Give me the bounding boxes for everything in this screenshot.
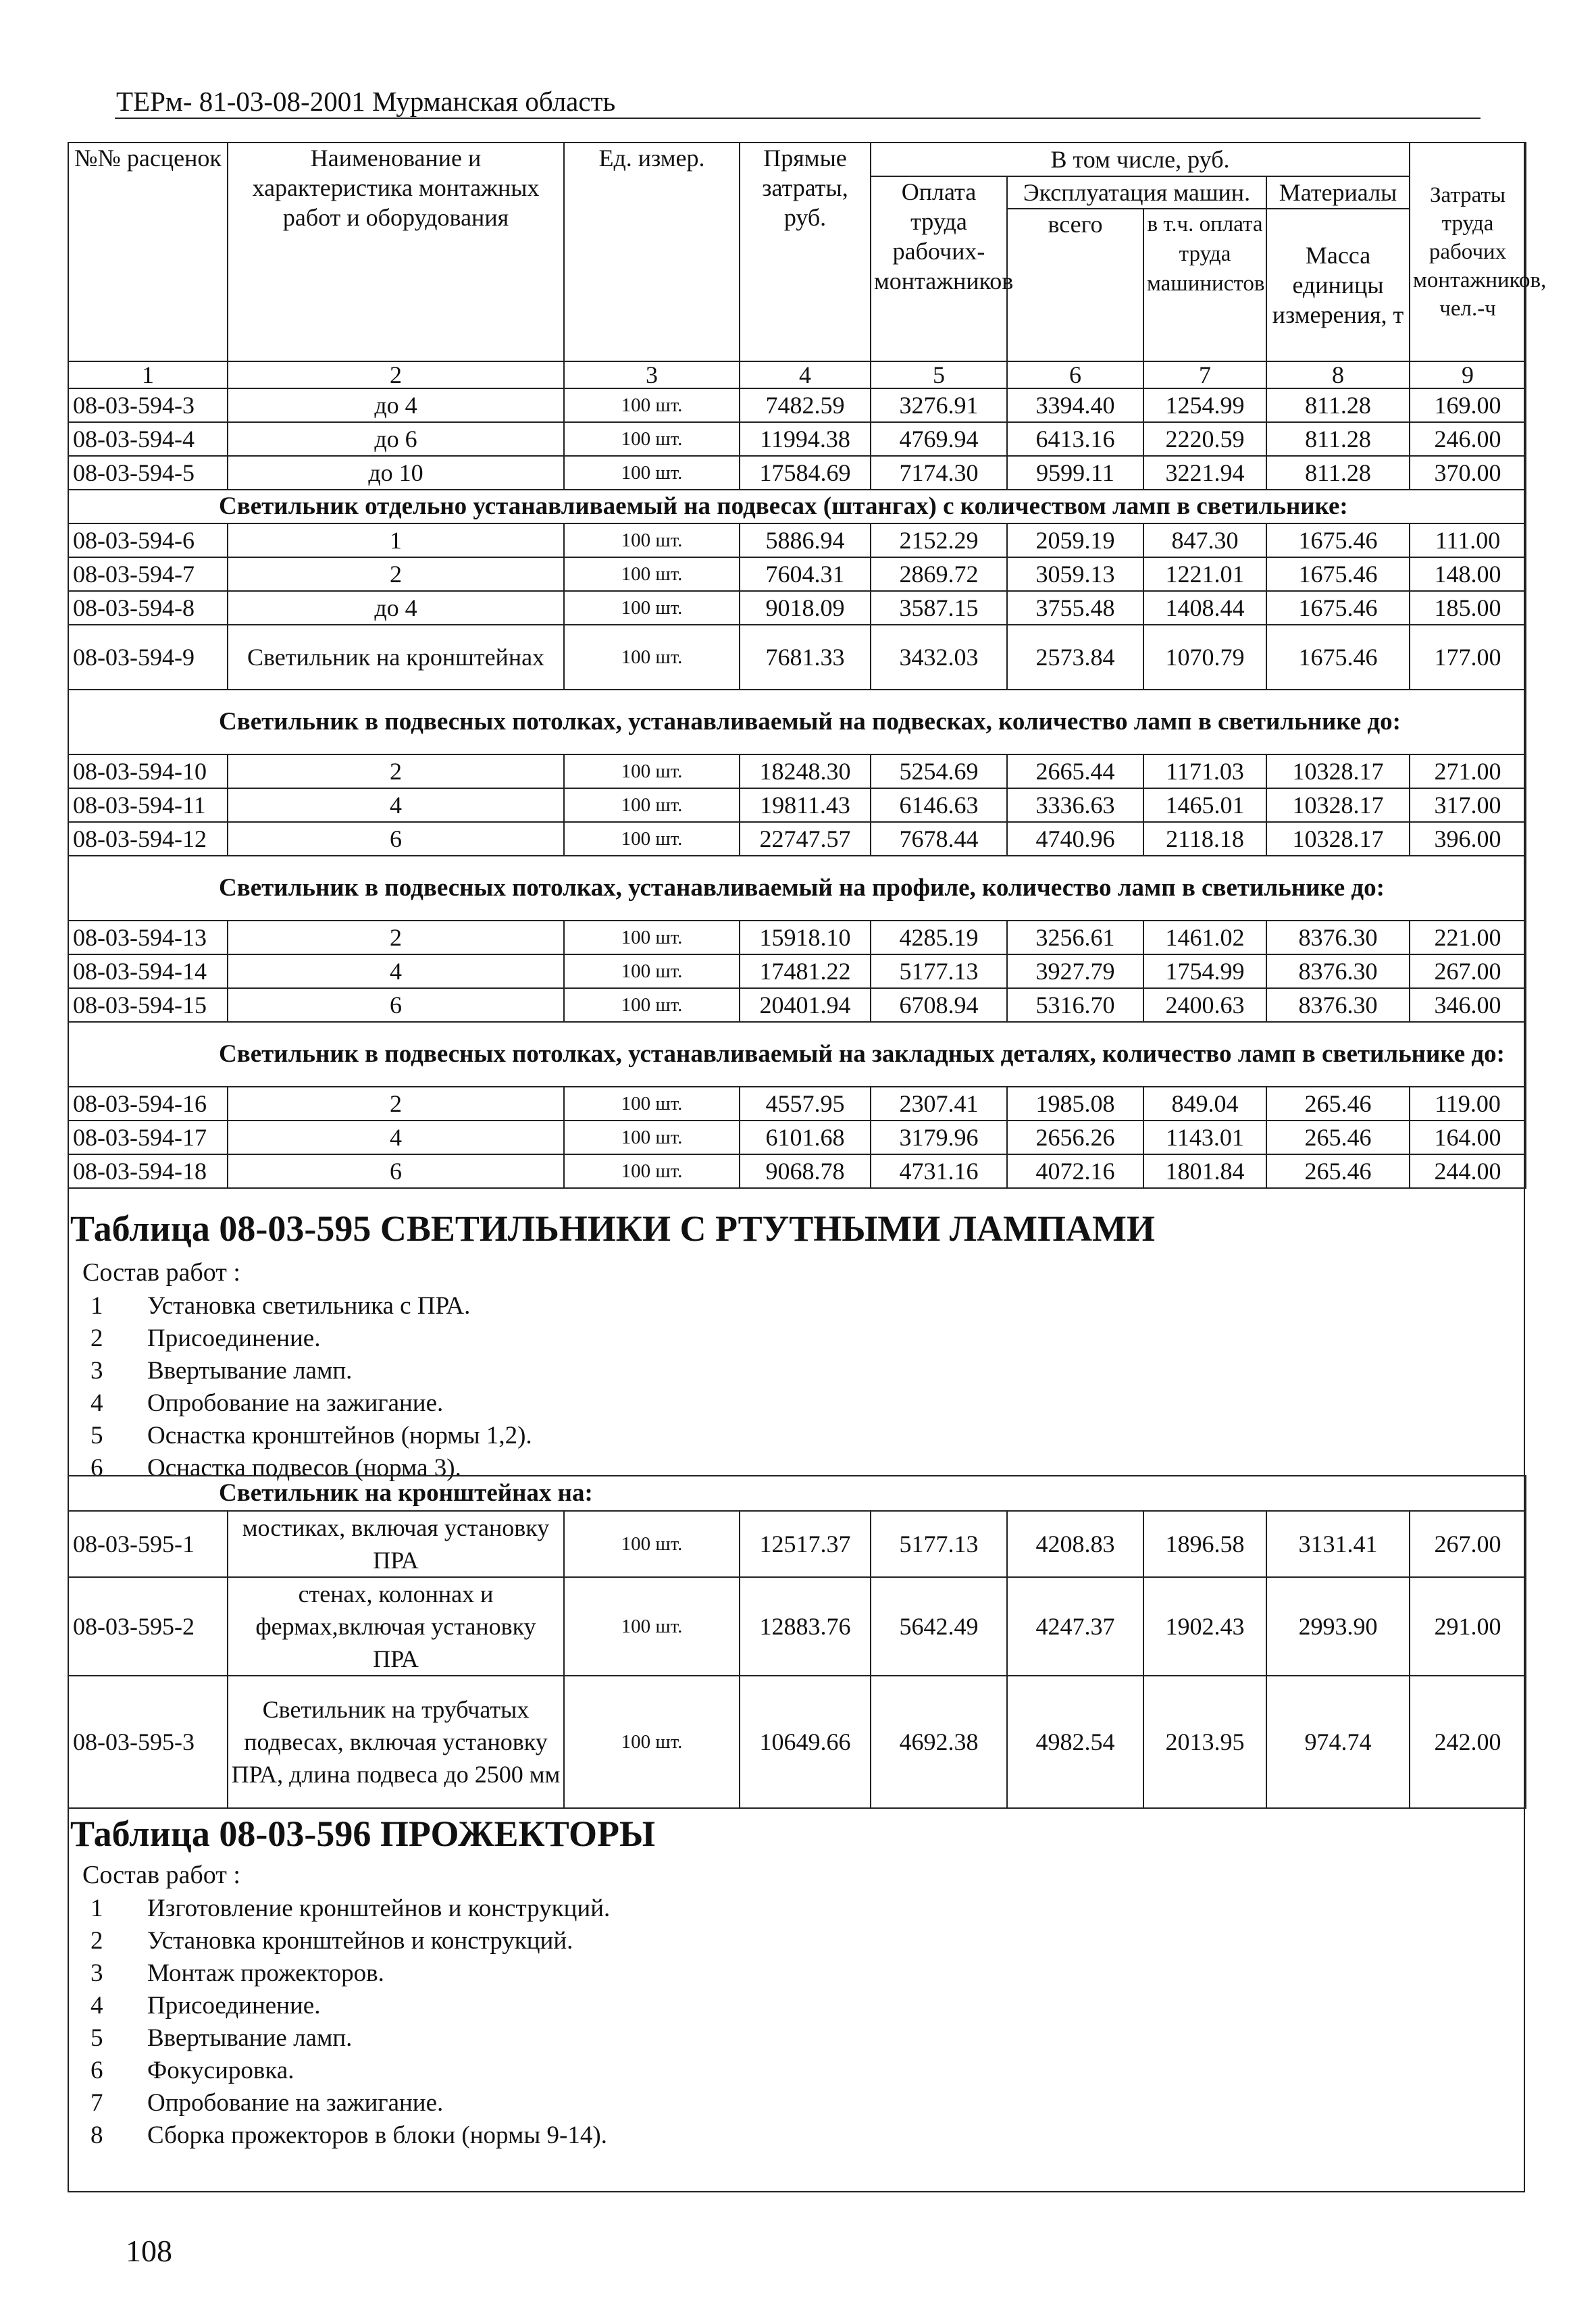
- machines-total: 2059.19: [1007, 523, 1143, 557]
- table-row: [68, 591, 1526, 625]
- unit-mass: 811.28: [1266, 422, 1410, 456]
- rate-name: 6: [228, 988, 564, 1022]
- works-title-595: Состав работ :: [82, 1258, 240, 1287]
- table-row: [68, 1577, 1526, 1676]
- section-heading: Светильник в подвесных потолках, устанавливаемый на профиле, количество ламп в светильнике до:: [68, 856, 1526, 921]
- header-labor: Затраты труда рабочих монтажников, чел.-ч: [1410, 143, 1526, 361]
- unit-mass: 265.46: [1266, 1154, 1410, 1188]
- machines-total: 2573.84: [1007, 625, 1143, 690]
- direct-cost: 10649.66: [740, 1676, 871, 1808]
- machines-total: 3927.79: [1007, 954, 1143, 988]
- table-row: [68, 988, 1526, 1022]
- rows-group-c: [68, 754, 1526, 856]
- unit-mass: 10328.17: [1266, 788, 1410, 822]
- labor-hours: 396.00: [1410, 822, 1526, 856]
- rate-name: 1: [228, 523, 564, 557]
- table-row: [68, 1087, 1526, 1121]
- direct-cost: 7604.31: [740, 557, 871, 591]
- rate-unit: 100 шт.: [564, 921, 740, 954]
- table-row: [68, 422, 1526, 456]
- direct-cost: 9018.09: [740, 591, 871, 625]
- machinists-pay: 2220.59: [1143, 422, 1266, 456]
- col-number: 7: [1143, 361, 1266, 388]
- table-row: [68, 1511, 1526, 1577]
- machines-total: 4072.16: [1007, 1154, 1143, 1188]
- rate-code: 08-03-594-12: [68, 822, 228, 856]
- work-item: 1 Изготовление кронштейнов и конструкций.: [91, 1895, 611, 1922]
- header-materials: Материалы: [1266, 176, 1410, 209]
- rate-code: 08-03-594-13: [68, 921, 228, 954]
- machinists-pay: 2013.95: [1143, 1676, 1266, 1808]
- table-row: [68, 625, 1526, 690]
- header-rule: [115, 118, 1481, 119]
- machines-total: 3256.61: [1007, 921, 1143, 954]
- labor-hours: 177.00: [1410, 625, 1526, 690]
- table-title-595: Таблица 08-03-595 СВЕТИЛЬНИКИ С РТУТНЫМИ ЛАМПАМИ: [70, 1208, 1155, 1249]
- header-direct: Прямые затраты, руб.: [740, 143, 871, 361]
- unit-mass: 1675.46: [1266, 557, 1410, 591]
- rate-code: 08-03-594-11: [68, 788, 228, 822]
- machinists-pay: 1801.84: [1143, 1154, 1266, 1188]
- section-row-d: [68, 856, 1526, 921]
- header-mass: Масса единицы измерения, т: [1266, 209, 1410, 361]
- labor-pay: 7174.30: [871, 456, 1007, 490]
- rate-name: 6: [228, 822, 564, 856]
- work-item: 8 Сборка прожекторов в блоки (нормы 9-14).: [91, 2122, 607, 2149]
- unit-mass: 1675.46: [1266, 523, 1410, 557]
- rate-name: 2: [228, 921, 564, 954]
- machines-total: 3059.13: [1007, 557, 1143, 591]
- direct-cost: 18248.30: [740, 754, 871, 788]
- labor-pay: 4769.94: [871, 422, 1007, 456]
- rate-name: до 10: [228, 456, 564, 490]
- labor-hours: 242.00: [1410, 1676, 1526, 1808]
- section-heading: Светильник в подвесных потолках, устанавливаемый на подвесках, количество ламп в светильнике до:: [68, 690, 1526, 754]
- rate-code: 08-03-594-3: [68, 388, 228, 422]
- rate-unit: 100 шт.: [564, 788, 740, 822]
- machines-total: 3755.48: [1007, 591, 1143, 625]
- rate-name: 4: [228, 954, 564, 988]
- machines-total: 4740.96: [1007, 822, 1143, 856]
- machines-total: 1985.08: [1007, 1087, 1143, 1121]
- direct-cost: 7681.33: [740, 625, 871, 690]
- work-item: 3 Монтаж прожекторов.: [91, 1959, 384, 1987]
- rate-unit: 100 шт.: [564, 388, 740, 422]
- labor-hours: 291.00: [1410, 1577, 1526, 1676]
- machinists-pay: 1461.02: [1143, 921, 1266, 954]
- rate-unit: 100 шт.: [564, 1511, 740, 1577]
- work-item: 6 Фокусировка.: [91, 2057, 294, 2084]
- direct-cost: 17584.69: [740, 456, 871, 490]
- rate-name: 2: [228, 557, 564, 591]
- machines-total: 6413.16: [1007, 422, 1143, 456]
- labor-hours: 317.00: [1410, 788, 1526, 822]
- col-number: 2: [228, 361, 564, 388]
- machines-total: 2665.44: [1007, 754, 1143, 788]
- table-row: [68, 388, 1526, 422]
- rate-name: 4: [228, 1121, 564, 1154]
- rate-code: 08-03-594-18: [68, 1154, 228, 1188]
- labor-pay: 2307.41: [871, 1087, 1007, 1121]
- work-item: 2 Присоединение.: [91, 1325, 321, 1352]
- unit-mass: 10328.17: [1266, 754, 1410, 788]
- labor-pay: 5254.69: [871, 754, 1007, 788]
- machines-total: 3394.40: [1007, 388, 1143, 422]
- rates-table-594: [68, 142, 1547, 1189]
- machinists-pay: 1408.44: [1143, 591, 1266, 625]
- direct-cost: 12883.76: [740, 1577, 871, 1676]
- unit-mass: 8376.30: [1266, 988, 1410, 1022]
- labor-pay: 3179.96: [871, 1121, 1007, 1154]
- rate-name: Светильник на кронштейнах: [228, 625, 564, 690]
- machines-total: 4247.37: [1007, 1577, 1143, 1676]
- rate-name: 2: [228, 754, 564, 788]
- labor-hours: 370.00: [1410, 456, 1526, 490]
- rate-unit: 100 шт.: [564, 822, 740, 856]
- rate-name: 4: [228, 788, 564, 822]
- machinists-pay: 1143.01: [1143, 1121, 1266, 1154]
- unit-mass: 811.28: [1266, 456, 1410, 490]
- labor-hours: 185.00: [1410, 591, 1526, 625]
- section-row-595: [68, 1476, 1526, 1511]
- rate-name: 2: [228, 1087, 564, 1121]
- rate-code: 08-03-594-17: [68, 1121, 228, 1154]
- table-title-596: Таблица 08-03-596 ПРОЖЕКТОРЫ: [70, 1814, 656, 1854]
- unit-mass: 811.28: [1266, 388, 1410, 422]
- labor-hours: 221.00: [1410, 921, 1526, 954]
- table-row: [68, 754, 1526, 788]
- machines-total: 5316.70: [1007, 988, 1143, 1022]
- machinists-pay: 1754.99: [1143, 954, 1266, 988]
- work-item: 1 Установка светильника с ПРА.: [91, 1292, 471, 1320]
- rate-code: 08-03-594-10: [68, 754, 228, 788]
- machines-total: 3336.63: [1007, 788, 1143, 822]
- labor-hours: 119.00: [1410, 1087, 1526, 1121]
- machinists-pay: 1254.99: [1143, 388, 1266, 422]
- machinists-pay: 1902.43: [1143, 1577, 1266, 1676]
- machines-total: 4208.83: [1007, 1511, 1143, 1577]
- unit-mass: 265.46: [1266, 1121, 1410, 1154]
- labor-pay: 6146.63: [871, 788, 1007, 822]
- labor-pay: 2152.29: [871, 523, 1007, 557]
- rate-name: до 4: [228, 388, 564, 422]
- table-row: [68, 557, 1526, 591]
- rate-code: 08-03-595-2: [68, 1577, 228, 1676]
- col-number: 9: [1410, 361, 1526, 388]
- direct-cost: 20401.94: [740, 988, 871, 1022]
- direct-cost: 5886.94: [740, 523, 871, 557]
- labor-hours: 244.00: [1410, 1154, 1526, 1188]
- work-item: 3 Ввертывание ламп.: [91, 1357, 353, 1385]
- running-header: ТЕРм- 81-03-08-2001 Мурманская область: [116, 86, 616, 117]
- section-heading: Светильник в подвесных потолках, устанавливаемый на закладных деталях, количество ламп в светильнике до:: [68, 1022, 1526, 1087]
- header-code: №№ расценок: [68, 143, 228, 361]
- header-incl: В том числе, руб.: [871, 143, 1410, 176]
- rows-group-a: [68, 388, 1526, 490]
- unit-mass: 2993.90: [1266, 1577, 1410, 1676]
- col-number: 1: [68, 361, 228, 388]
- direct-cost: 12517.37: [740, 1511, 871, 1577]
- rate-name: стенах, колоннах и фермах,включая установку ПРА: [228, 1577, 564, 1676]
- unit-mass: 974.74: [1266, 1676, 1410, 1808]
- labor-pay: 3587.15: [871, 591, 1007, 625]
- work-item: 2 Установка кронштейнов и конструкций.: [91, 1927, 573, 1955]
- rate-unit: 100 шт.: [564, 591, 740, 625]
- labor-pay: 7678.44: [871, 822, 1007, 856]
- table-row: [68, 921, 1526, 954]
- works-title-596: Состав работ :: [82, 1861, 240, 1889]
- rate-name: Светильник на трубчатых подвесах, включая установку ПРА, длина подвеса до 2500 мм: [228, 1676, 564, 1808]
- machines-total: 4982.54: [1007, 1676, 1143, 1808]
- machinists-pay: 1070.79: [1143, 625, 1266, 690]
- rows-group-b: [68, 523, 1526, 690]
- header-machinists-pay: в т.ч. оплата труда машинистов: [1143, 209, 1266, 361]
- machinists-pay: 1896.58: [1143, 1511, 1266, 1577]
- rate-code: 08-03-594-6: [68, 523, 228, 557]
- direct-cost: 22747.57: [740, 822, 871, 856]
- direct-cost: 17481.22: [740, 954, 871, 988]
- labor-pay: 4692.38: [871, 1676, 1007, 1808]
- section-heading: Светильник отдельно устанавливаемый на подвесах (штангах) с количеством ламп в светильнике:: [68, 490, 1526, 523]
- rate-code: 08-03-594-4: [68, 422, 228, 456]
- rate-unit: 100 шт.: [564, 557, 740, 591]
- labor-pay: 5177.13: [871, 954, 1007, 988]
- labor-hours: 267.00: [1410, 954, 1526, 988]
- direct-cost: 11994.38: [740, 422, 871, 456]
- rows-group-595: [68, 1511, 1526, 1808]
- rate-unit: 100 шт.: [564, 988, 740, 1022]
- rate-name: до 4: [228, 591, 564, 625]
- table-header: [68, 143, 1547, 388]
- unit-mass: 8376.30: [1266, 954, 1410, 988]
- work-item: 4 Опробование на зажигание.: [91, 1389, 444, 1417]
- labor-hours: 164.00: [1410, 1121, 1526, 1154]
- header-machines-total: всего: [1007, 209, 1143, 361]
- rate-unit: 100 шт.: [564, 954, 740, 988]
- rate-unit: 100 шт.: [564, 625, 740, 690]
- unit-mass: 1675.46: [1266, 625, 1410, 690]
- labor-hours: 271.00: [1410, 754, 1526, 788]
- rate-unit: 100 шт.: [564, 523, 740, 557]
- table-row: [68, 954, 1526, 988]
- direct-cost: 4557.95: [740, 1087, 871, 1121]
- labor-pay: 5642.49: [871, 1577, 1007, 1676]
- rows-group-e: [68, 1087, 1526, 1188]
- rate-name: до 6: [228, 422, 564, 456]
- section-row-c: [68, 690, 1526, 754]
- rate-code: 08-03-594-8: [68, 591, 228, 625]
- rates-table-595: [68, 1475, 1526, 1809]
- direct-cost: 6101.68: [740, 1121, 871, 1154]
- machinists-pay: 3221.94: [1143, 456, 1266, 490]
- rate-code: 08-03-594-5: [68, 456, 228, 490]
- labor-pay: 6708.94: [871, 988, 1007, 1022]
- table-row: [68, 822, 1526, 856]
- header-unit: Ед. измер.: [564, 143, 740, 361]
- labor-hours: 246.00: [1410, 422, 1526, 456]
- table-row: [68, 788, 1526, 822]
- labor-pay: 4731.16: [871, 1154, 1007, 1188]
- machinists-pay: 2118.18: [1143, 822, 1266, 856]
- table-row: [68, 1676, 1526, 1808]
- direct-cost: 19811.43: [740, 788, 871, 822]
- direct-cost: 9068.78: [740, 1154, 871, 1188]
- rate-unit: 100 шт.: [564, 456, 740, 490]
- header-machines: Эксплуатация машин.: [1007, 176, 1266, 209]
- unit-mass: 3131.41: [1266, 1511, 1410, 1577]
- col-number: 8: [1266, 361, 1410, 388]
- unit-mass: 265.46: [1266, 1087, 1410, 1121]
- work-item: 4 Присоединение.: [91, 1992, 321, 2020]
- work-item: 5 Ввертывание ламп.: [91, 2024, 353, 2052]
- labor-pay: 5177.13: [871, 1511, 1007, 1577]
- rate-unit: 100 шт.: [564, 1154, 740, 1188]
- rate-unit: 100 шт.: [564, 1121, 740, 1154]
- machinists-pay: 849.04: [1143, 1087, 1266, 1121]
- col-number: 3: [564, 361, 740, 388]
- unit-mass: 8376.30: [1266, 921, 1410, 954]
- rate-name: 6: [228, 1154, 564, 1188]
- labor-pay: 4285.19: [871, 921, 1007, 954]
- rate-code: 08-03-594-14: [68, 954, 228, 988]
- rows-group-d: [68, 921, 1526, 1022]
- unit-mass: 1675.46: [1266, 591, 1410, 625]
- machinists-pay: 1171.03: [1143, 754, 1266, 788]
- section-heading: Светильник на кронштейнах на:: [68, 1476, 1526, 1511]
- direct-cost: 7482.59: [740, 388, 871, 422]
- rate-code: 08-03-594-15: [68, 988, 228, 1022]
- labor-pay: 3276.91: [871, 388, 1007, 422]
- rate-code: 08-03-595-1: [68, 1511, 228, 1577]
- labor-hours: 148.00: [1410, 557, 1526, 591]
- machines-total: 2656.26: [1007, 1121, 1143, 1154]
- page-number: 108: [126, 2234, 172, 2268]
- rate-unit: 100 шт.: [564, 1676, 740, 1808]
- section-row-b: [68, 490, 1526, 523]
- labor-pay: 2869.72: [871, 557, 1007, 591]
- rate-unit: 100 шт.: [564, 1577, 740, 1676]
- machinists-pay: 2400.63: [1143, 988, 1266, 1022]
- direct-cost: 15918.10: [740, 921, 871, 954]
- machines-total: 9599.11: [1007, 456, 1143, 490]
- table-row: [68, 456, 1526, 490]
- machinists-pay: 1465.01: [1143, 788, 1266, 822]
- col-number: 5: [871, 361, 1007, 388]
- machinists-pay: 847.30: [1143, 523, 1266, 557]
- col-number: 4: [740, 361, 871, 388]
- machinists-pay: 1221.01: [1143, 557, 1266, 591]
- labor-pay: 3432.03: [871, 625, 1007, 690]
- header-name: Наименование и характеристика монтажных работ и оборудования: [228, 143, 564, 361]
- rate-code: 08-03-594-7: [68, 557, 228, 591]
- rate-unit: 100 шт.: [564, 1087, 740, 1121]
- rate-name: мостиках, включая установку ПРА: [228, 1511, 564, 1577]
- header-labor-pay: Оплата труда рабочих-монтажников: [871, 176, 1007, 361]
- labor-hours: 267.00: [1410, 1511, 1526, 1577]
- labor-hours: 111.00: [1410, 523, 1526, 557]
- labor-hours: 346.00: [1410, 988, 1526, 1022]
- section-row-e: [68, 1022, 1526, 1087]
- work-item: 7 Опробование на зажигание.: [91, 2089, 444, 2117]
- rate-code: 08-03-594-9: [68, 625, 228, 690]
- unit-mass: 10328.17: [1266, 822, 1410, 856]
- labor-hours: 169.00: [1410, 388, 1526, 422]
- rate-unit: 100 шт.: [564, 754, 740, 788]
- rate-code: 08-03-594-16: [68, 1087, 228, 1121]
- table-row: [68, 1154, 1526, 1188]
- rate-code: 08-03-595-3: [68, 1676, 228, 1808]
- rate-unit: 100 шт.: [564, 422, 740, 456]
- work-item: 5 Оснастка кронштейнов (нормы 1,2).: [91, 1422, 532, 1449]
- table-row: [68, 1121, 1526, 1154]
- table-row: [68, 523, 1526, 557]
- work-item: 6 Оснастка подвесов (норма 3).: [91, 1454, 461, 1482]
- col-number: 6: [1007, 361, 1143, 388]
